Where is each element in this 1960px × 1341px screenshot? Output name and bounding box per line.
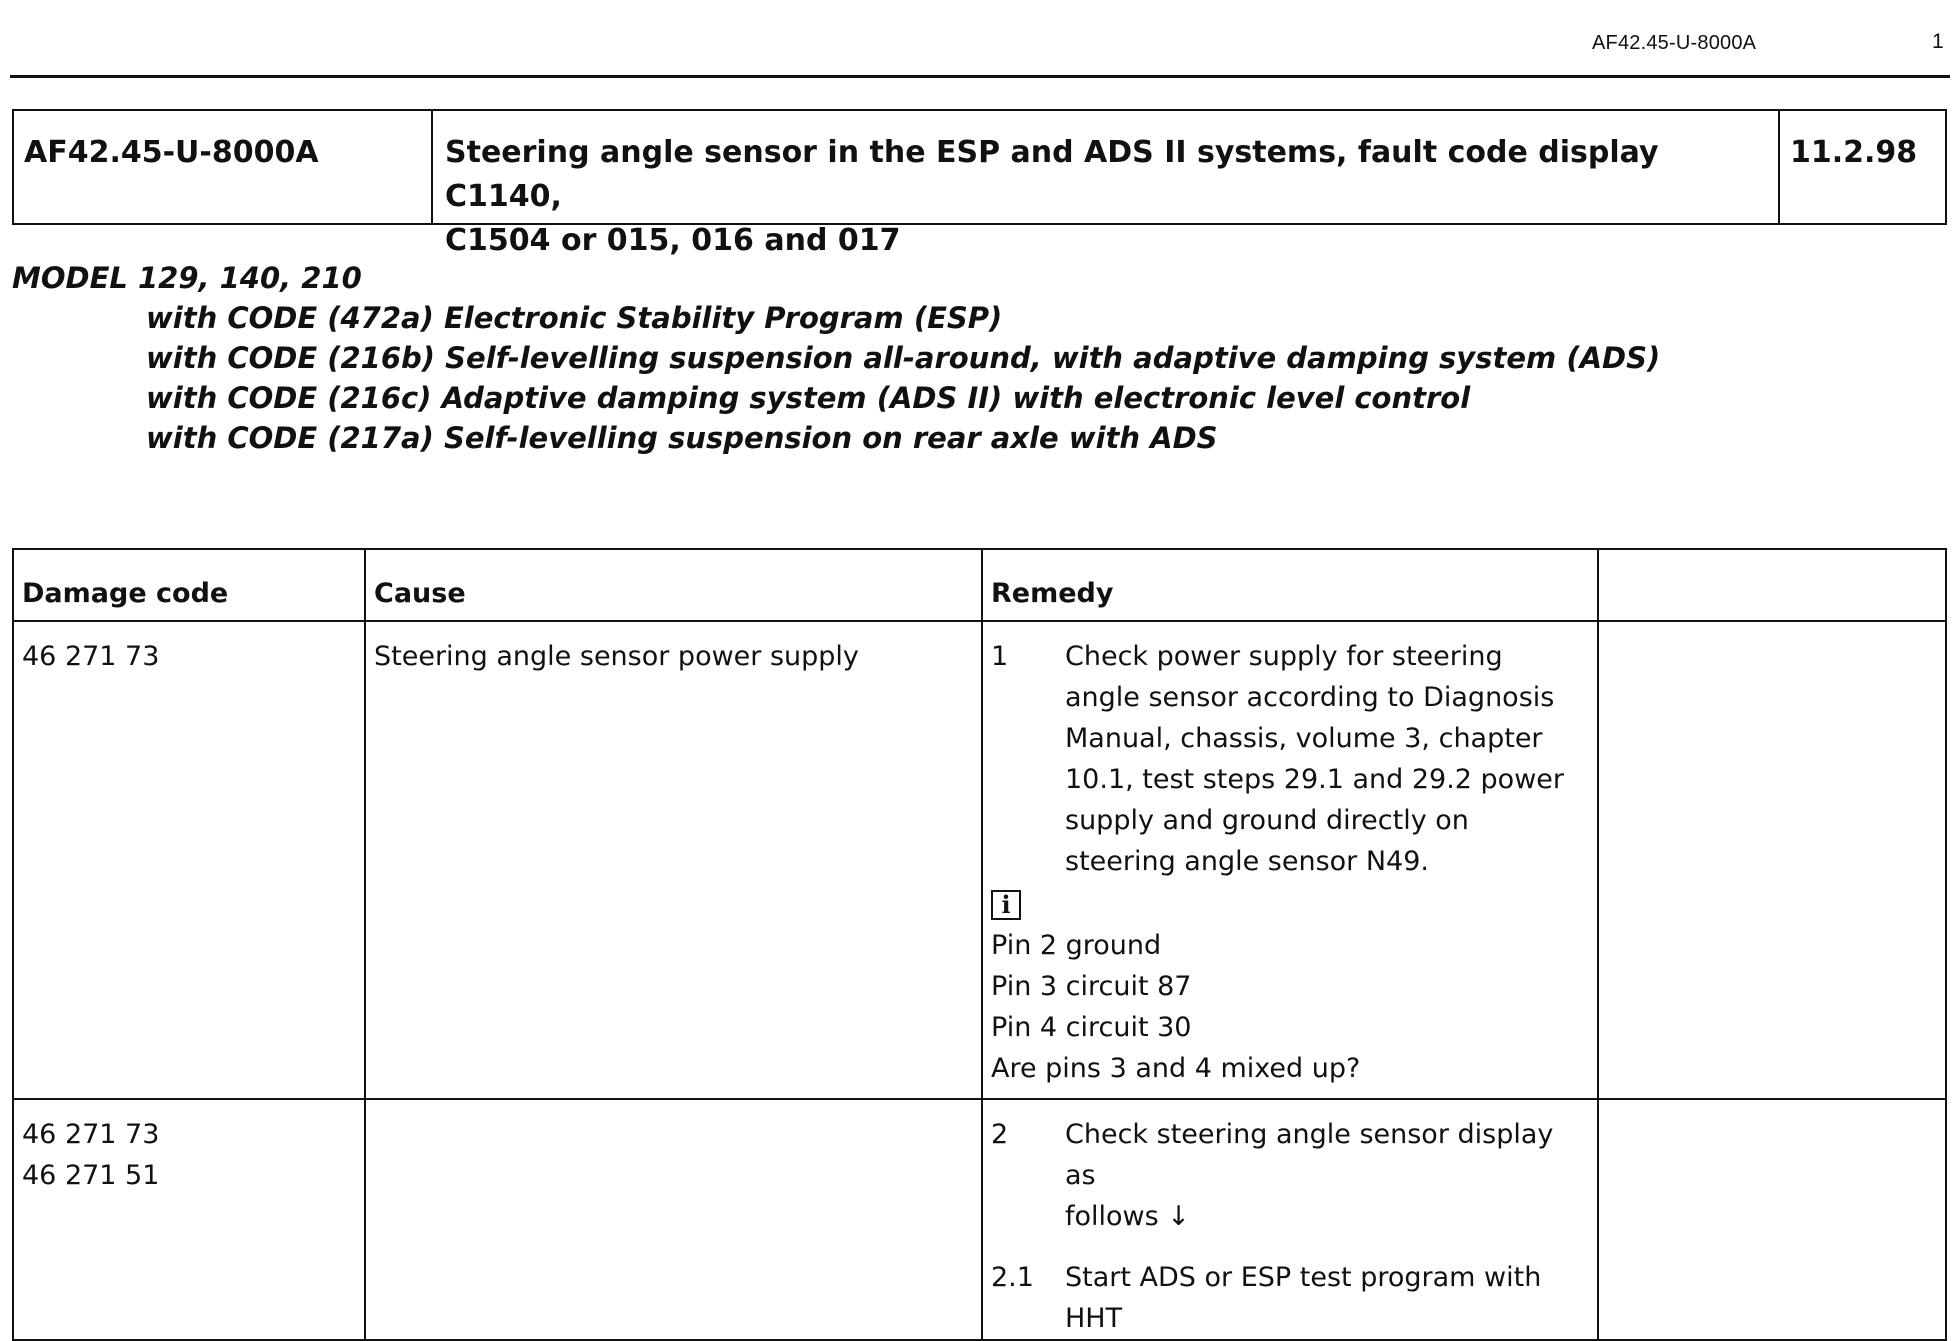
cause-cell: Steering angle sensor power supply [365, 621, 982, 1099]
step-text [1065, 1257, 1587, 1339]
extra-cell [1598, 621, 1946, 1099]
document-title-line: C1504 or 015, 016 and 017 [445, 223, 901, 258]
pin-line: Pin 4 circuit 30 [991, 1012, 1192, 1043]
table-header-row [13, 549, 1946, 621]
pin-line: Pin 2 ground [991, 930, 1162, 961]
step-text-line: supply and ground directly on [1065, 805, 1469, 836]
damage-code-cell [13, 1099, 365, 1340]
table-row [13, 1099, 1946, 1340]
step-text-line: 10.1, test steps 29.1 and 29.2 power [1065, 764, 1564, 795]
page-number: 1 [1932, 30, 1944, 53]
info-icon: i [991, 890, 1021, 920]
header-extra [1598, 549, 1946, 621]
step-text-line: follows ↓ [1065, 1201, 1190, 1232]
document-code: AF42.45-U-8000A [14, 111, 433, 223]
model-code-line: with CODE (472a) Electronic Stability Program (ESP) [146, 301, 1003, 335]
step-number: 2.1 [991, 1262, 1034, 1293]
table-row [13, 621, 1946, 1099]
info-note [991, 882, 1587, 925]
step-text [1065, 1114, 1587, 1237]
model-code-line: with CODE (216b) Self-levelling suspension all-around, with adaptive damping system (ADS) [146, 341, 1661, 375]
cause-cell [365, 1099, 982, 1340]
damage-code-table [12, 548, 1947, 1341]
step-number: 1 [991, 641, 1009, 672]
remedy-cell [982, 621, 1598, 1099]
running-header [0, 28, 1960, 68]
title-box [12, 109, 1947, 258]
remedy-step [991, 1257, 1587, 1339]
document-date: 11.2.98 [1790, 135, 1918, 170]
model-heading: MODEL 129, 140, 210 [12, 261, 362, 295]
step-text [1065, 636, 1587, 882]
pin-question: Are pins 3 and 4 mixed up? [991, 1053, 1361, 1084]
step-text-line: HHT [1065, 1303, 1123, 1334]
header-rule [10, 75, 1950, 78]
pin-line: Pin 3 circuit 87 [991, 971, 1192, 1002]
step-text-line: angle sensor according to Diagnosis [1065, 682, 1555, 713]
damage-code: 46 271 73 [22, 1119, 160, 1150]
step-text-line: Check steering angle sensor display as [1065, 1119, 1554, 1191]
running-header-code: AF42.45-U-8000A [1592, 32, 1757, 54]
model-block [12, 258, 1942, 458]
document-title-line: Steering angle sensor in the ESP and ADS II systems, fault code display C1140, [445, 135, 1659, 214]
damage-code: 46 271 51 [22, 1160, 160, 1191]
step-number: 2 [991, 1119, 1009, 1150]
step-text-line: Check power supply for steering [1065, 641, 1503, 672]
header-remedy: Remedy [982, 549, 1598, 621]
header-damage-code: Damage code [13, 549, 365, 621]
remedy-cell [982, 1099, 1598, 1340]
model-code-line: with CODE (216c) Adaptive damping system (ADS II) with electronic level control [146, 381, 1471, 415]
extra-cell [1598, 1099, 1946, 1340]
remedy-step [991, 636, 1587, 882]
step-text-line: steering angle sensor N49. [1065, 846, 1429, 877]
step-text-line: Manual, chassis, volume 3, chapter [1065, 723, 1543, 754]
remedy-step [991, 1114, 1587, 1237]
header-cause: Cause [365, 549, 982, 621]
step-text-line: Start ADS or ESP test program with [1065, 1262, 1542, 1293]
damage-code-cell: 46 271 73 [13, 621, 365, 1099]
document-title [433, 111, 1780, 258]
model-code-line: with CODE (217a) Self-levelling suspension on rear axle with ADS [146, 421, 1218, 455]
